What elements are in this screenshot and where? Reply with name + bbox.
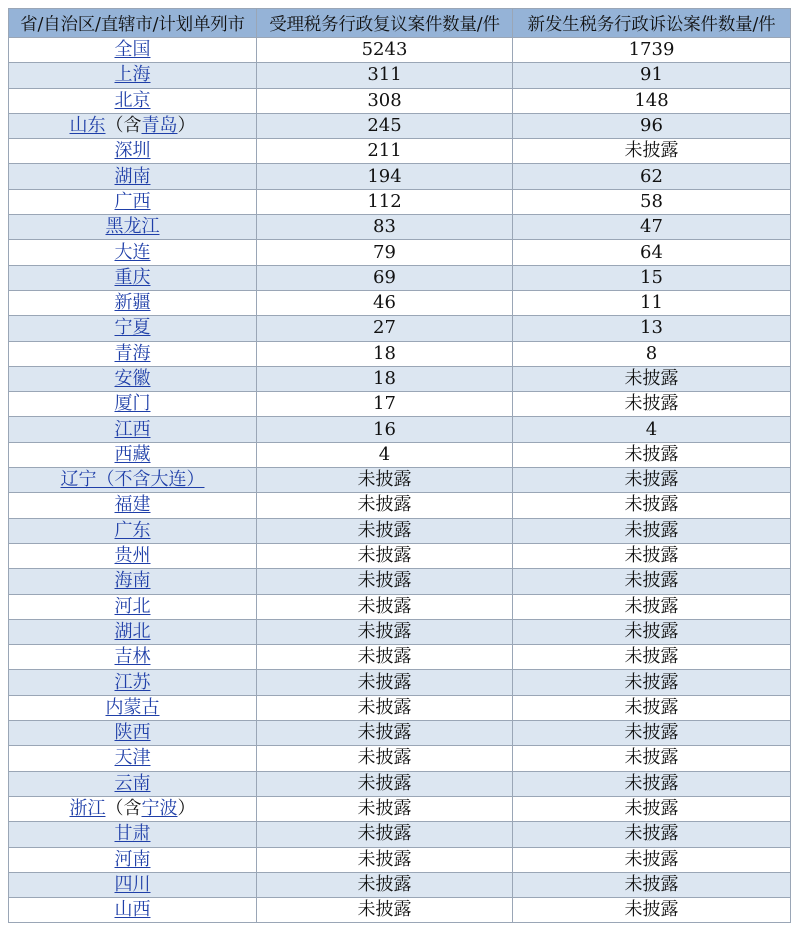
table-row <box>9 543 791 568</box>
litigation-count: 148 <box>513 88 791 113</box>
table-row <box>9 721 791 746</box>
region-link[interactable]: 广东 <box>114 519 151 541</box>
table-row <box>9 417 791 442</box>
litigation-count: 15 <box>513 265 791 290</box>
litigation-count: 91 <box>513 63 791 88</box>
reconsideration-count: 未披露 <box>257 670 513 695</box>
table-row <box>9 695 791 720</box>
table-row <box>9 290 791 315</box>
litigation-count: 未披露 <box>513 847 791 872</box>
region-link[interactable]: 西藏 <box>114 443 151 465</box>
region-cell <box>9 898 257 923</box>
table-header <box>9 9 791 38</box>
region-cell <box>9 189 257 214</box>
table-row <box>9 240 791 265</box>
region-link[interactable]: 天津 <box>114 747 151 769</box>
region-cell <box>9 670 257 695</box>
region-cell <box>9 88 257 113</box>
reconsideration-count: 未披露 <box>257 695 513 720</box>
region-cell <box>9 164 257 189</box>
tax-case-table <box>8 8 791 923</box>
region-cell <box>9 518 257 543</box>
table-row <box>9 63 791 88</box>
reconsideration-count: 245 <box>257 113 513 138</box>
reconsideration-count: 未披露 <box>257 594 513 619</box>
litigation-count: 96 <box>513 113 791 138</box>
table-row <box>9 898 791 923</box>
reconsideration-count: 5243 <box>257 38 513 63</box>
region-link[interactable]: 河南 <box>114 848 151 870</box>
litigation-count: 未披露 <box>513 569 791 594</box>
region-cell <box>9 468 257 493</box>
reconsideration-count: 83 <box>257 215 513 240</box>
reconsideration-count: 27 <box>257 316 513 341</box>
table-body <box>9 38 791 923</box>
region-note-suffix: ） <box>177 798 196 820</box>
region-cell <box>9 417 257 442</box>
table-row <box>9 569 791 594</box>
region-link[interactable]: 海南 <box>114 570 151 592</box>
table-row <box>9 847 791 872</box>
reconsideration-count: 未披露 <box>257 872 513 897</box>
table-row <box>9 215 791 240</box>
table-row <box>9 822 791 847</box>
region-link[interactable]: 大连 <box>114 241 151 263</box>
region-cell <box>9 771 257 796</box>
reconsideration-count: 未披露 <box>257 645 513 670</box>
litigation-count: 未披露 <box>513 366 791 391</box>
region-cell <box>9 63 257 88</box>
region-cell <box>9 594 257 619</box>
header-litigation: 新发生税务行政诉讼案件数量/件 <box>513 9 791 38</box>
header-region: 省/自治区/直辖市/计划单列市 <box>9 9 257 38</box>
region-link[interactable]: 重庆 <box>114 266 151 288</box>
litigation-count: 未披露 <box>513 619 791 644</box>
litigation-count: 4 <box>513 417 791 442</box>
table-row <box>9 139 791 164</box>
litigation-count: 未披露 <box>513 771 791 796</box>
sub-region-link[interactable]: 青岛 <box>141 115 178 137</box>
region-cell <box>9 872 257 897</box>
litigation-count: 47 <box>513 215 791 240</box>
region-link[interactable]: 辽宁（不含大连） <box>60 469 205 491</box>
table-row <box>9 442 791 467</box>
reconsideration-count: 112 <box>257 189 513 214</box>
region-link[interactable]: 黑龙江 <box>105 216 160 238</box>
region-link[interactable]: 江苏 <box>114 671 151 693</box>
table-row <box>9 366 791 391</box>
region-link[interactable]: 上海 <box>114 64 151 86</box>
reconsideration-count: 未披露 <box>257 518 513 543</box>
litigation-count: 未披露 <box>513 822 791 847</box>
region-link[interactable]: 陕西 <box>114 722 151 744</box>
region-link[interactable]: 河北 <box>114 595 151 617</box>
reconsideration-count: 79 <box>257 240 513 265</box>
litigation-count: 未披露 <box>513 493 791 518</box>
region-cell <box>9 493 257 518</box>
table-row <box>9 619 791 644</box>
region-cell <box>9 442 257 467</box>
table-row <box>9 645 791 670</box>
region-link[interactable]: 湖北 <box>114 620 151 642</box>
region-note-prefix: （含 <box>105 798 142 820</box>
region-cell <box>9 38 257 63</box>
reconsideration-count: 211 <box>257 139 513 164</box>
litigation-count: 13 <box>513 316 791 341</box>
reconsideration-count: 18 <box>257 366 513 391</box>
litigation-count: 未披露 <box>513 468 791 493</box>
region-cell <box>9 113 257 138</box>
litigation-count: 未披露 <box>513 695 791 720</box>
litigation-count: 未披露 <box>513 670 791 695</box>
reconsideration-count: 194 <box>257 164 513 189</box>
reconsideration-count: 未披露 <box>257 468 513 493</box>
region-link[interactable]: 贵州 <box>114 545 151 567</box>
litigation-count: 未披露 <box>513 796 791 821</box>
table-row <box>9 88 791 113</box>
table-row <box>9 265 791 290</box>
region-cell <box>9 746 257 771</box>
reconsideration-count: 16 <box>257 417 513 442</box>
reconsideration-count: 46 <box>257 290 513 315</box>
table-row <box>9 518 791 543</box>
region-note-suffix: ） <box>177 115 196 137</box>
region-link[interactable]: 宁夏 <box>114 317 151 339</box>
litigation-count: 未披露 <box>513 442 791 467</box>
region-note-prefix: （含 <box>105 115 142 137</box>
region-cell <box>9 847 257 872</box>
reconsideration-count: 4 <box>257 442 513 467</box>
reconsideration-count: 未披露 <box>257 822 513 847</box>
litigation-count: 58 <box>513 189 791 214</box>
litigation-count: 未披露 <box>513 721 791 746</box>
table-row <box>9 341 791 366</box>
reconsideration-count: 未披露 <box>257 771 513 796</box>
region-link[interactable]: 山东 <box>69 115 106 137</box>
region-link[interactable]: 广西 <box>114 190 151 212</box>
region-link[interactable]: 湖南 <box>114 165 151 187</box>
litigation-count: 未披露 <box>513 746 791 771</box>
reconsideration-count: 未披露 <box>257 847 513 872</box>
reconsideration-count: 未披露 <box>257 721 513 746</box>
region-cell <box>9 366 257 391</box>
reconsideration-count: 未披露 <box>257 619 513 644</box>
table-row <box>9 493 791 518</box>
region-link[interactable]: 吉林 <box>114 646 151 668</box>
region-link[interactable]: 内蒙古 <box>105 696 160 718</box>
region-cell <box>9 721 257 746</box>
region-cell <box>9 695 257 720</box>
region-cell <box>9 619 257 644</box>
litigation-count: 未披露 <box>513 543 791 568</box>
litigation-count: 未披露 <box>513 392 791 417</box>
reconsideration-count: 308 <box>257 88 513 113</box>
sub-region-link[interactable]: 宁波 <box>141 798 178 820</box>
litigation-count: 未披露 <box>513 594 791 619</box>
litigation-count: 未披露 <box>513 518 791 543</box>
reconsideration-count: 18 <box>257 341 513 366</box>
region-link[interactable]: 全国 <box>114 39 151 61</box>
table-row <box>9 771 791 796</box>
region-cell <box>9 341 257 366</box>
table-row <box>9 872 791 897</box>
table-row <box>9 468 791 493</box>
region-link[interactable]: 甘肃 <box>114 823 151 845</box>
region-cell <box>9 796 257 821</box>
table-row <box>9 392 791 417</box>
reconsideration-count: 未披露 <box>257 746 513 771</box>
region-cell <box>9 265 257 290</box>
reconsideration-count: 未披露 <box>257 569 513 594</box>
region-link[interactable]: 福建 <box>114 494 151 516</box>
reconsideration-count: 311 <box>257 63 513 88</box>
litigation-count: 8 <box>513 341 791 366</box>
table-row <box>9 746 791 771</box>
reconsideration-count: 69 <box>257 265 513 290</box>
table-row <box>9 594 791 619</box>
region-link[interactable]: 四川 <box>114 873 151 895</box>
litigation-count: 未披露 <box>513 872 791 897</box>
table-row <box>9 38 791 63</box>
table-row <box>9 113 791 138</box>
region-cell <box>9 645 257 670</box>
region-link[interactable]: 云南 <box>114 772 151 794</box>
region-link[interactable]: 山西 <box>114 899 151 921</box>
litigation-count: 未披露 <box>513 898 791 923</box>
region-link[interactable]: 北京 <box>114 89 151 111</box>
litigation-count: 未披露 <box>513 645 791 670</box>
table-row <box>9 316 791 341</box>
region-cell <box>9 392 257 417</box>
region-cell <box>9 240 257 265</box>
region-link[interactable]: 深圳 <box>114 140 151 162</box>
litigation-count: 1739 <box>513 38 791 63</box>
table-row <box>9 670 791 695</box>
region-link[interactable]: 江西 <box>114 418 151 440</box>
header-reconsideration: 受理税务行政复议案件数量/件 <box>257 9 513 38</box>
region-cell <box>9 139 257 164</box>
table-row <box>9 796 791 821</box>
region-cell <box>9 215 257 240</box>
header-row <box>9 9 791 38</box>
region-link[interactable]: 安徽 <box>114 368 151 389</box>
region-cell <box>9 569 257 594</box>
reconsideration-count: 未披露 <box>257 796 513 821</box>
reconsideration-count: 未披露 <box>257 898 513 923</box>
region-link[interactable]: 厦门 <box>114 393 151 415</box>
litigation-count: 62 <box>513 164 791 189</box>
region-cell <box>9 290 257 315</box>
region-cell <box>9 316 257 341</box>
region-link[interactable]: 青海 <box>114 342 151 364</box>
region-link[interactable]: 新疆 <box>114 292 151 314</box>
table-row <box>9 164 791 189</box>
reconsideration-count: 17 <box>257 392 513 417</box>
litigation-count: 64 <box>513 240 791 265</box>
region-cell <box>9 543 257 568</box>
reconsideration-count: 未披露 <box>257 543 513 568</box>
litigation-count: 11 <box>513 290 791 315</box>
table-row <box>9 189 791 214</box>
region-link[interactable]: 浙江 <box>69 798 106 820</box>
litigation-count: 未披露 <box>513 139 791 164</box>
region-cell <box>9 822 257 847</box>
reconsideration-count: 未披露 <box>257 493 513 518</box>
